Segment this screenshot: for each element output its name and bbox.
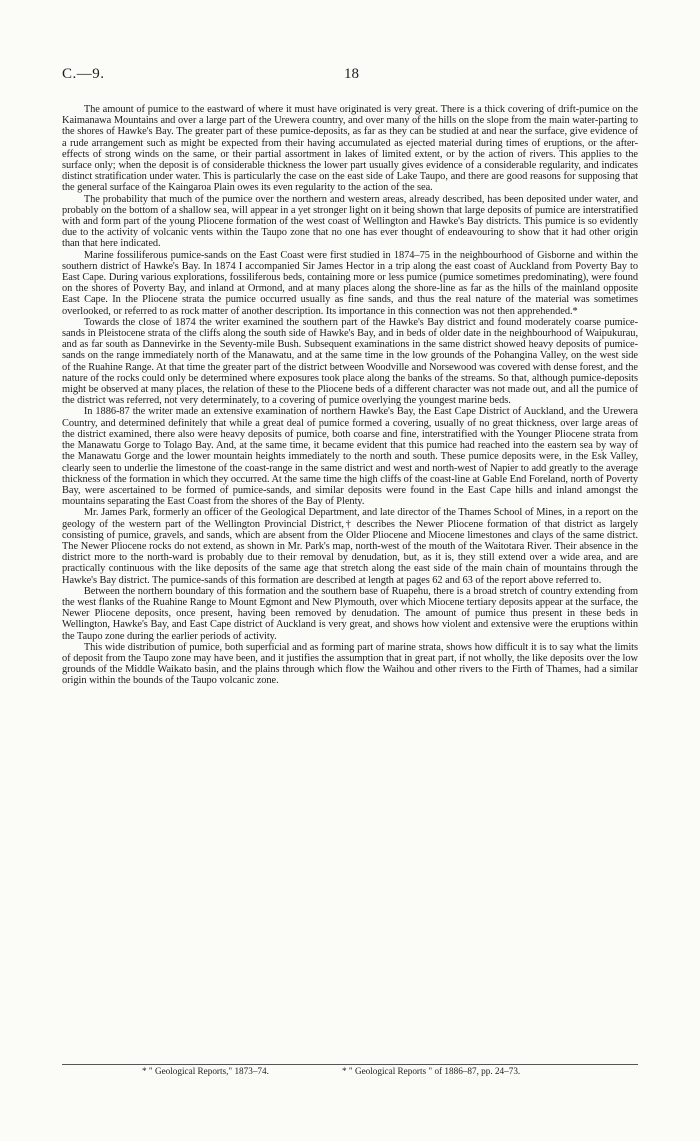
paragraph: The probability that much of the pumice over the northern and western areas, already described, has been deposited under water, and probably on the bottom of a shallow sea, will appear in a yet stronger light on it being shown that large deposits of pumice are interstratified with and form part of the young Pliocene formation of the west coast of Wellington and Hawke's Bay districts. This pumice is so evidently due to the activity of volcanic vents within the Taupo zone that no one has ever thought of endeavouring to show that it had other origin than that here indicated.: [62, 193, 638, 250]
body-text: [62, 104, 638, 687]
paragraph: Mr. James Park, formerly an officer of the Geological Department, and late director of the Thames School of Mines, in a report on the geology of the western part of the Wellington Provincial District,† describes the Newer Pliocene formation of that district as largely consisting of pumice, gravels, and sands, which are absent from the Older Pliocene and Miocene limestones and clays of the same district. The Newer Pliocene rocks do not extend, as shown in Mr. Park's map, north-west of the mouth of the Waitotara River. Their absence in the district more to the north-ward is probably due to their removal by denudation, but, as it is, they still extend over a wide area, and are practically continuous with the like deposits of the same age that stretch along the east side of the main chain of mountains through the Hawke's Bay district. The pumice-sands of this formation are described at length at pages 62 and 63 of the report above referred to.: [62, 507, 638, 586]
paragraph: Marine fossiliferous pumice-sands on the East Coast were first studied in 1874–75 in the neighbourhood of Gisborne and within the southern district of Hawke's Bay. In 1874 I accompanied Sir James Hector in a trip along the east coast of Auckland from Poverty Bay to East Cape. During various explorations, fossiliferous beds, containing more or less pumice (pumice sometimes predominating), were found on the shores of Poverty Bay, and inland at Ormond, and at many places along the shore-line as far as the hills of the mainland opposite East Cape. In the Pliocene strata the pumice occurred usually as fine sands, and thus the real nature of the material was sometimes overlooked, or referred to as rock matter of another description. Its importance in this connection was not then apprehended.*: [62, 249, 638, 317]
page-header: [62, 66, 638, 88]
footnote: * " Geological Reports " of 1886–87, pp. 24–73.: [342, 1066, 521, 1076]
page-number: 18: [344, 66, 359, 82]
footnote: * " Geological Reports," 1873–74.: [142, 1066, 269, 1076]
paragraph: Between the northern boundary of this formation and the southern base of Ruapehu, there is a broad stretch of country extending from the west flanks of the Ruahine Range to Mount Egmont and New Plymouth, over which Miocene tertiary deposits appear at the surface, the Newer Pliocene deposits, once present, having been removed by denudation. The amount of pumice thus present in these beds in Wellington, Hawke's Bay, and East Cape district of Auckland is very great, and shows how violent and extensive were the eruptions within the Taupo zone during the earlier periods of activity.: [62, 585, 638, 642]
paragraph: This wide distribution of pumice, both superficial and as forming part of marine strata, shows how difficult it is to say what the limits of deposit from the Taupo zone may have been, and it justifies the assumption that in great part, if not wholly, the like deposits over the low grounds of the Middle Waikato basin, and the plains through which flow the Waihou and other rivers to the Firth of Thames, had a similar origin within the bounds of the Taupo volcanic zone.: [62, 641, 638, 687]
paragraph: The amount of pumice to the eastward of where it must have originated is very great. There is a thick covering of drift-pumice on the Kaimanawa Mountains and over a large part of the Urewera country, and over many of the hills on the slope from the main water-parting to the shores of Hawke's Bay. The greater part of these pumice-deposits, as far as they can be studied at and near the surface, give evidence of a rude arrangement such as might be expected from their having accumulated as ejected material during times of eruptions, or the after-effects of strong winds on the same, or their partial assortment in lakes of limited extent, or by the action of rivers. This applies to the surface only; when the deposit is of considerable thickness the lower part usually gives evidence of a considerable regularity, and indicates distinct stratification under water. This is particularly the case on the east side of Lake Taupo, and there are good reasons for supposing that the general surface of the Kaingaroa Plain owes its even regularity to the action of the sea.: [62, 104, 638, 194]
footnote-divider: [62, 1064, 638, 1065]
document-reference: C.—9.: [62, 66, 105, 82]
footnotes: [62, 1066, 638, 1080]
paragraph: Towards the close of 1874 the writer examined the southern part of the Hawke's Bay district and found moderately coarse pumice-sands in Pleistocene strata of the cliffs along the south side of Hawke's Bay, and in beds of older date in the neighbourhood of Waipukurau, and as far south as Dannevirke in the Seventy-mile Bush. Subsequent examinations in the same district showed heavy deposits of pumice-sands on the range immediately north of the Manawatu, and at the same time in the low grounds of the Pohangina Valley, on the west side of the Ruahine Range. At that time the greater part of the district between Woodville and Norsewood was covered with dense forest, and the nature of the rocks could only be determined where exposures took place along the banks of the streams. So that, although pumice-deposits might be observed at many places, the relation of these to the Pliocene beds of a different character was not made out, and all the pumice of the district was referred, not very determinately, to a covering of pumice overlying the youngest marine beds.: [62, 316, 638, 407]
paragraph: In 1886-87 the writer made an extensive examination of northern Hawke's Bay, the East Cape District of Auckland, and the Urewera Country, and determined definitely that while a great deal of pumice formed a covering, usually of no great thickness, over large areas of the district examined, there also were heavy deposits of pumice, both coarse and fine, interstratified with the Younger Pliocene strata from the Manawatu Gorge to Tolago Bay. And, at the same time, it became evident that this pumice had reached into the eastern sea by way of the Manawatu Gorge and the lower mountain heights immediately to the north and south. These pumice deposits were, in the Esk Valley, clearly seen to underlie the limestone of the coast-range in the same district and west and north-west of Napier to add greatly to the average thickness of the formation in which they occurred. At the same time the high cliffs of the coast-line at Gable End Foreland, north of Poverty Bay, were ascertained to be formed of pumice-sands, and similar deposits were found in the East Cape hills and inland amongst the mountains separating the East Coast from the shores of the Bay of Plenty.: [62, 406, 638, 508]
